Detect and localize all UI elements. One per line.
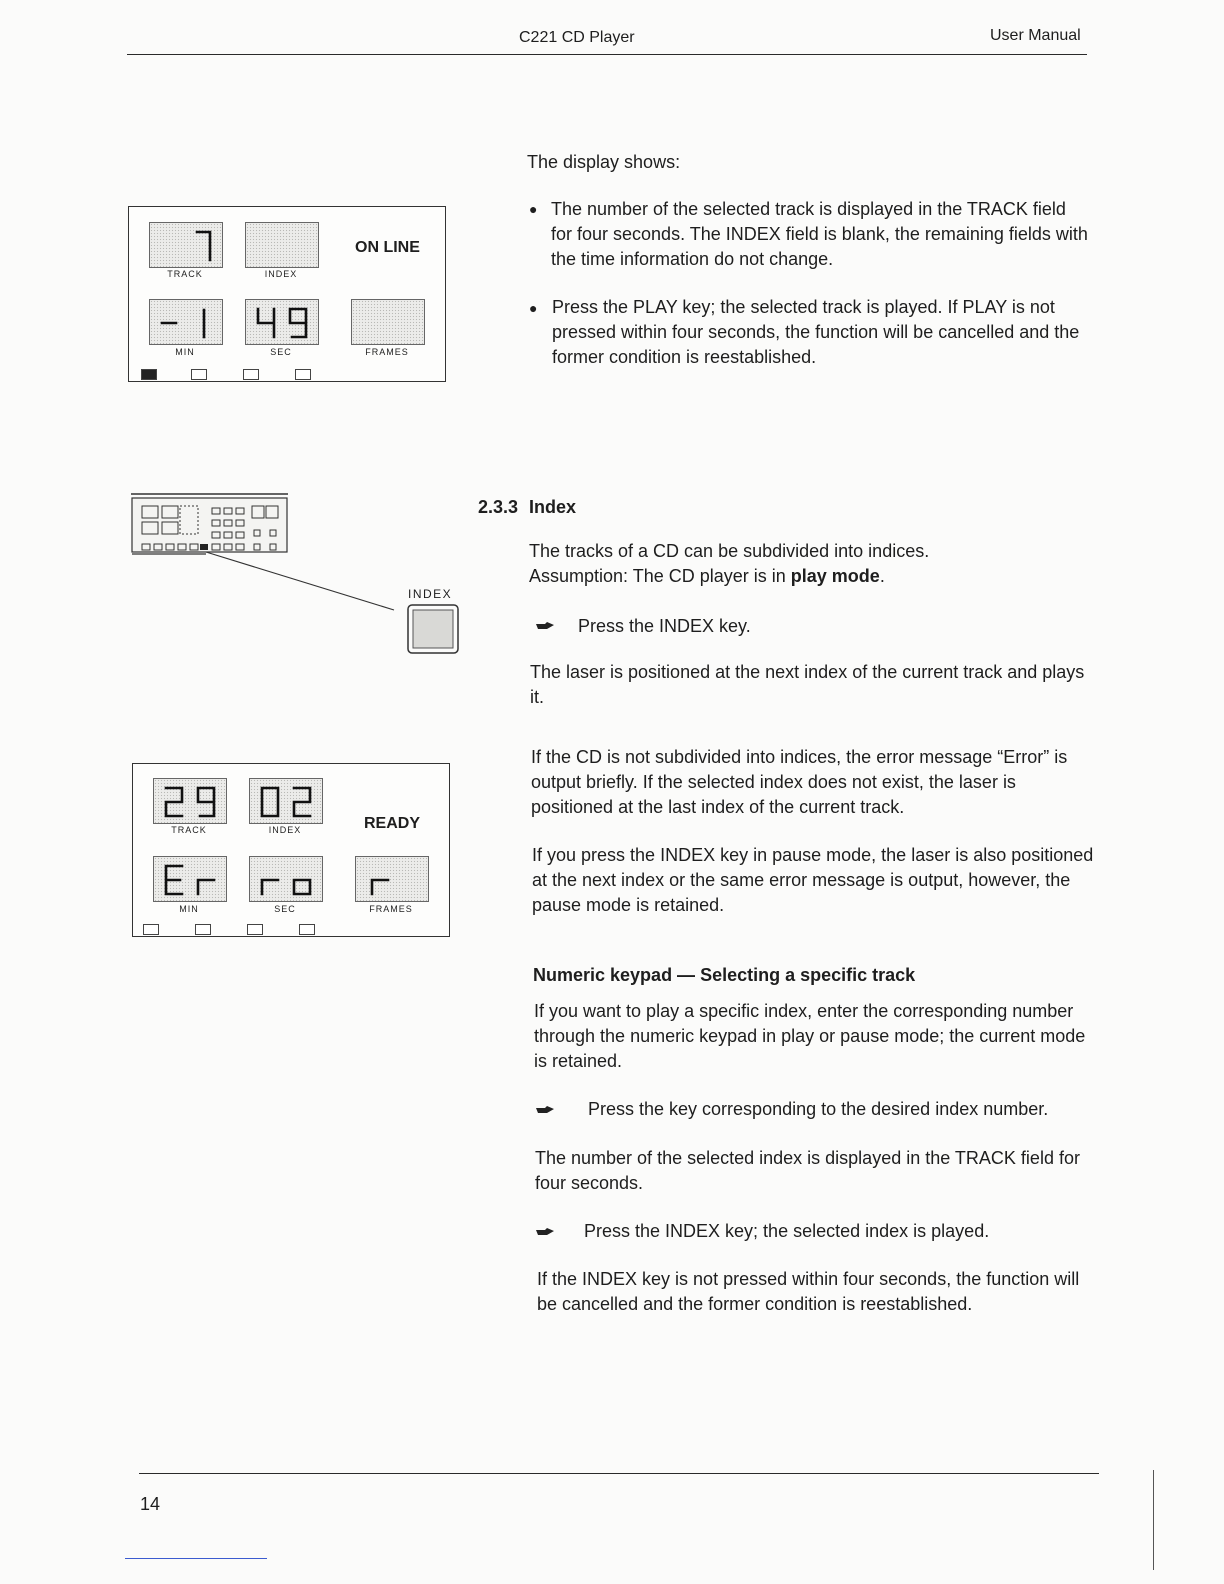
frames-field xyxy=(355,856,429,902)
digits-E-r xyxy=(162,863,220,897)
paragraph: The tracks of a CD can be subdivided into indices. xyxy=(529,541,930,561)
indicator-lamp xyxy=(191,369,207,380)
sec-label: SEC xyxy=(270,347,292,357)
instruction-step: Press the INDEX key. xyxy=(578,616,751,636)
status-ready: READY xyxy=(364,815,421,832)
header-right: User Manual xyxy=(990,27,1081,44)
paragraph: The number of the selected index is displayed in the TRACK field for four seconds. xyxy=(535,1148,1080,1193)
index-label: INDEX xyxy=(264,269,298,279)
page-number: 14 xyxy=(140,1494,161,1514)
min-field xyxy=(149,299,223,345)
digit-7 xyxy=(194,229,214,263)
status-online: ON LINE xyxy=(355,239,420,256)
header-rule xyxy=(127,54,1087,55)
assumption-text: Assumption: The CD player is in xyxy=(529,566,791,586)
indicator-lamp xyxy=(299,924,315,935)
header-title: C221 CD Player xyxy=(519,29,635,46)
display-panel-ready xyxy=(132,763,450,937)
instruction-step: Press the INDEX key; the selected index is played. xyxy=(584,1221,990,1241)
index-field xyxy=(245,222,319,268)
indicator-lamp xyxy=(295,369,311,380)
footer-rule xyxy=(139,1473,1099,1474)
frames-label: FRAMES xyxy=(365,347,409,357)
bullet-marker: ● xyxy=(529,300,538,316)
digits-0-2 xyxy=(258,785,316,819)
indicator-lamp xyxy=(195,924,211,935)
instruction-step: Press the key corresponding to the desired index number. xyxy=(588,1099,1049,1119)
bullet-item: The number of the selected track is displayed in the TRACK field for four seconds. The INDEX field is blank, the remaining fields with the time information do not change. xyxy=(551,199,1088,269)
index-label: INDEX xyxy=(268,825,302,835)
frames-field xyxy=(351,299,425,345)
track-label: TRACK xyxy=(167,269,203,279)
digit-r xyxy=(364,863,422,897)
paragraph: If the CD is not subdivided into indices, the error message “Error” is output briefly. If the selected index does not exist, the laser is positioned at the last index of the current track. xyxy=(531,747,1068,817)
paragraph: If you press the INDEX key in pause mode, the laser is also positioned at the next index or the same error message is output, however, the pause mode is retained. xyxy=(532,845,1094,915)
scan-edge-line xyxy=(1153,1470,1154,1570)
sec-label: SEC xyxy=(274,904,296,914)
track-label: TRACK xyxy=(171,825,207,835)
paragraph xyxy=(529,564,1089,589)
punctuation: . xyxy=(879,566,885,586)
digits-minus-1 xyxy=(158,306,216,340)
subheading: Numeric keypad — Selecting a specific track xyxy=(533,965,916,985)
bullet-item: Press the PLAY key; the selected track is played. If PLAY is not pressed within four seconds, the function will be cancelled and the former condition is reestablished. xyxy=(552,297,1080,367)
digits-r-o xyxy=(258,863,316,897)
track-field xyxy=(149,222,223,268)
index-key-illustration xyxy=(128,488,468,658)
section-title: Index xyxy=(529,497,577,517)
sec-field xyxy=(245,299,319,345)
min-label: MIN xyxy=(179,904,199,914)
indicator-lamp xyxy=(143,924,159,935)
paragraph: If you want to play a specific index, enter the corresponding number through the numeric keypad in play or pause mode; the current mode is retained. xyxy=(534,1001,1086,1071)
min-field xyxy=(153,856,227,902)
indicator-lamp xyxy=(243,369,259,380)
pointing-hand-icon xyxy=(535,620,555,632)
intro-text: The display shows: xyxy=(527,152,681,172)
paragraph: The laser is positioned at the next index of the current track and plays it. xyxy=(530,662,1085,707)
bullet-marker: ● xyxy=(529,201,538,217)
indicator-lamp xyxy=(141,369,157,380)
index-field xyxy=(249,778,323,824)
pointing-hand-icon xyxy=(535,1104,555,1116)
index-key-label: INDEX xyxy=(408,587,453,601)
frames-label: FRAMES xyxy=(369,904,413,914)
digits-2-9 xyxy=(162,785,220,819)
paragraph: If the INDEX key is not pressed within four seconds, the function will be cancelled and the former condition is reestablished. xyxy=(537,1269,1080,1314)
sec-field xyxy=(249,856,323,902)
min-label: MIN xyxy=(175,347,195,357)
section-number: 2.3.3 xyxy=(478,497,519,517)
scan-edge-line xyxy=(125,1558,267,1559)
digits-4-9 xyxy=(254,306,312,340)
indicator-lamp xyxy=(247,924,263,935)
play-mode-term: play mode xyxy=(790,566,880,586)
track-field xyxy=(153,778,227,824)
pointing-hand-icon xyxy=(535,1226,555,1238)
display-panel-online xyxy=(128,206,446,382)
